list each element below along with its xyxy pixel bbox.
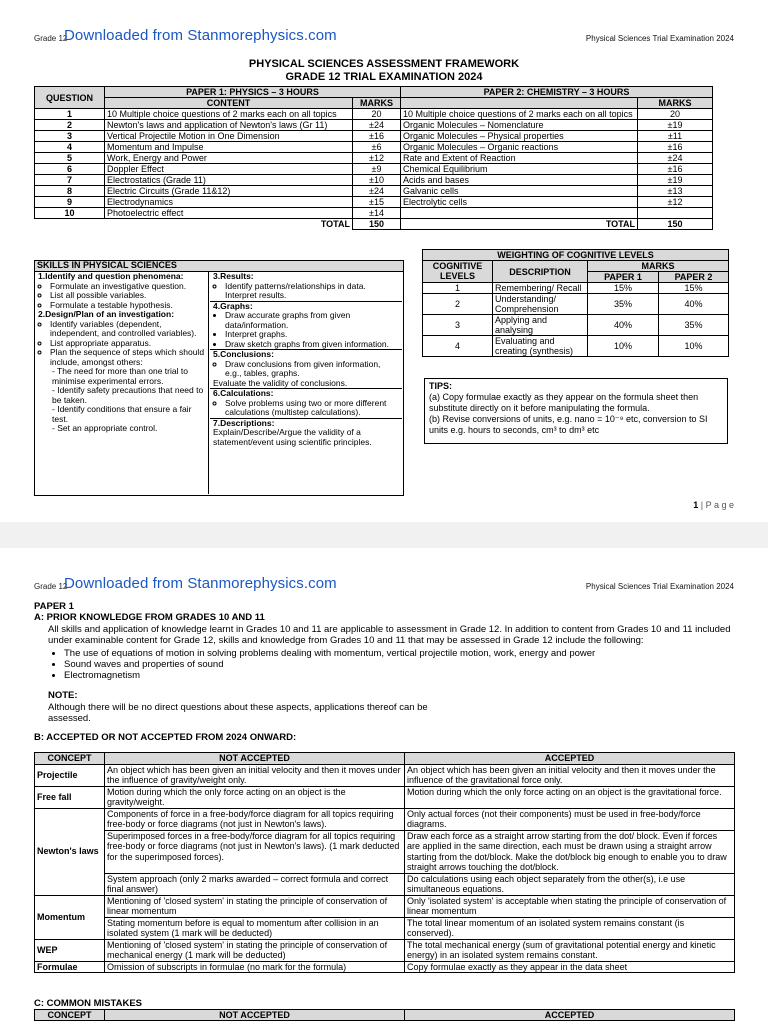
skill-5-title: 5.Conclusions: — [210, 349, 402, 360]
skills-heading: SKILLS IN PHYSICAL SCIENCES — [35, 261, 403, 272]
header-exam-title: Physical Sciences Trial Examination 2024 — [585, 34, 734, 43]
skills-box — [34, 260, 404, 496]
dash-marker: - — [52, 404, 58, 414]
header-grade: Grade 12 — [34, 34, 68, 43]
accepted-row — [35, 895, 735, 917]
skill-6-title: 6.Calculations: — [210, 388, 402, 399]
question-number: 2 — [35, 120, 105, 131]
cognitive-row — [423, 283, 729, 294]
paper2-weight: 15% — [659, 283, 729, 294]
accepted-cell: An object which has been given an initial velocity and then it moves under the influence of the gravitational force only. — [405, 764, 735, 786]
skill-subitem — [52, 386, 205, 405]
paper2-marks: ±19 — [638, 120, 713, 131]
paper2-topic: Chemical Equilibrium — [401, 164, 638, 175]
dash-marker: - — [52, 366, 58, 376]
paper1-topic: Electric Circuits (Grade 11&12) — [105, 186, 353, 197]
question-number: 4 — [35, 142, 105, 153]
paper2-marks: ±11 — [638, 131, 713, 142]
skill-1-list — [38, 282, 205, 311]
paper1-marks: ±6 — [353, 142, 401, 153]
paper2-weight: 40% — [659, 294, 729, 315]
accepted-cell: The total linear momentum of an isolated system remains constant (is conserved). — [405, 917, 735, 939]
paper2-topic: Rate and Extent of Reaction — [401, 153, 638, 164]
accepted-row — [35, 917, 735, 939]
paper2-topic: 10 Multiple choice questions of 2 marks each on all topics — [401, 109, 638, 120]
paper1-weight: 35% — [588, 294, 659, 315]
framework-title: PHYSICAL SCIENCES ASSESSMENT FRAMEWORK — [248, 58, 520, 70]
mistakes-table — [34, 1009, 735, 1021]
concept-cell: Momentum — [35, 895, 105, 939]
skill-item: • Draw accurate graphs from given data/information. — [225, 311, 399, 330]
skill-subitem — [52, 405, 205, 424]
concept-cell: Free fall — [35, 786, 105, 808]
skill-item: ◦ Identify variables (dependent, independent, and controlled variables). — [50, 320, 205, 339]
cognitive-description: Evaluating and creating (synthesis) — [493, 336, 588, 357]
note-title: NOTE: — [48, 690, 78, 701]
skill-4-title: 4.Graphs: — [210, 301, 402, 312]
section-b-heading: B: ACCEPTED OR NOT ACCEPTED FROM 2024 ONWARD: — [34, 732, 297, 743]
accepted-table — [34, 752, 735, 973]
page-number: 1 | P a g e — [693, 500, 734, 510]
question-number: 1 — [35, 109, 105, 120]
skill-item: • Interpret graphs. — [225, 330, 399, 340]
col-accepted: ACCEPTED — [405, 1010, 735, 1021]
page-2 — [0, 548, 768, 1024]
total-paper1: 150 — [353, 219, 401, 230]
paper1-topic: Momentum and Impulse — [105, 142, 353, 153]
section-a-bullets — [48, 648, 744, 681]
not-accepted-cell: An object which has been given an initial velocity and then it moves under the influence of gravity/weight only. — [105, 764, 405, 786]
paper-heading: PAPER 1 — [34, 601, 74, 612]
cognitive-table — [422, 249, 729, 357]
accepted-row — [35, 786, 735, 808]
prior-knowledge-item: • Sound waves and properties of sound — [64, 659, 744, 670]
accepted-cell: The total mechanical energy (sum of gravitational potential energy and kinetic energy) in an isolated system remains constant. — [405, 939, 735, 961]
header-grade: Grade 12 — [34, 582, 68, 591]
paper2-topic: Acids and bases — [401, 175, 638, 186]
paper1-topic: Newton's laws and application of Newton's laws (Gr 11) — [105, 120, 353, 131]
cognitive-row — [423, 315, 729, 336]
skill-subitem-text: Set an appropriate control. — [57, 423, 158, 433]
accepted-cell: Only actual forces (not their components) must be used in free-body/force diagrams. — [405, 808, 735, 830]
skill-3-title: 3.Results: — [213, 271, 254, 281]
download-watermark-link[interactable]: Downloaded from Stanmorephysics.com — [64, 575, 337, 592]
paper1-topic: Vertical Projectile Motion in One Dimension — [105, 131, 353, 142]
skill-subitem-text: The need for more than one trial to minimise experimental errors. — [52, 366, 188, 386]
framework-subtitle: GRADE 12 TRIAL EXAMINATION 2024 — [285, 71, 483, 83]
cognitive-description: Applying and analysing — [493, 315, 588, 336]
cognitive-row — [423, 294, 729, 315]
skill-2-list — [38, 320, 205, 368]
accepted-row — [35, 961, 735, 973]
paper1-topic: Doppler Effect — [105, 164, 353, 175]
paper2-topic — [401, 208, 638, 219]
paper2-topic: Galvanic cells — [401, 186, 638, 197]
paper2-topic: Organic Molecules – Nomenclature — [401, 120, 638, 131]
paper1-weight: 40% — [588, 315, 659, 336]
cognitive-level: 1 — [423, 283, 493, 294]
cognitive-level: 4 — [423, 336, 493, 357]
not-accepted-cell: Superimposed forces in a free-body/force diagram for all topics requiring free-body or force diagrams (not just in Newton's laws). (1 mark deducted for the superimposed forces). — [105, 830, 405, 873]
paper1-weight: 10% — [588, 336, 659, 357]
col-paper1: PAPER 1: PHYSICS – 3 HOURS — [105, 87, 401, 98]
dash-marker: - — [52, 385, 58, 395]
question-number: 6 — [35, 164, 105, 175]
accepted-cell: Only 'isolated system' is acceptable when stating the principle of conservation of linear momentum — [405, 895, 735, 917]
question-number: 8 — [35, 186, 105, 197]
col-marks: MARKS — [588, 261, 729, 272]
paper1-marks: ±24 — [353, 120, 401, 131]
note-text: Although there will be no direct questions about these aspects, applications thereof can be assessed. — [48, 702, 428, 724]
paper1-topic: 10 Multiple choice questions of 2 marks each on all topics — [105, 109, 353, 120]
concept-cell: Newton's laws — [35, 808, 105, 895]
question-number: 5 — [35, 153, 105, 164]
col-cognitive-levels: COGNITIVE LEVELS — [423, 261, 493, 283]
accepted-cell: Draw each force as a straight arrow starting from the dot/ block. Even if forces are applied in the same direction, each must be drawn using a straight arrow starting from the dot/block. Make the dot/block big enough to enable you to draw straight arrows touching the dot/block. — [405, 830, 735, 873]
page-header — [34, 27, 734, 46]
accepted-cell: Motion during which the only force acting on an object is the gravitational force. — [405, 786, 735, 808]
framework-row — [35, 131, 713, 142]
paper2-marks: ±12 — [638, 197, 713, 208]
col-description: DESCRIPTION — [493, 261, 588, 283]
col-accepted: ACCEPTED — [405, 753, 735, 765]
skills-left-column — [35, 272, 209, 494]
framework-row — [35, 197, 713, 208]
total-label: TOTAL — [35, 219, 353, 230]
paper1-topic: Photoelectric effect — [105, 208, 353, 219]
skill-item: ◦ Solve problems using two or more different calculations (multistep calculations). — [225, 399, 399, 418]
cognitive-description: Remembering/ Recall — [493, 283, 588, 294]
paper2-marks: ±16 — [638, 164, 713, 175]
paper2-topic: Organic Molecules – Organic reactions — [401, 142, 638, 153]
concept-cell: WEP — [35, 939, 105, 961]
skill-7-title: 7.Descriptions: — [210, 418, 402, 429]
col-content: CONTENT — [105, 98, 353, 109]
skills-right-column — [210, 272, 402, 447]
paper2-topic: Organic Molecules – Physical properties — [401, 131, 638, 142]
skill-1-title: 1.Identify and question phenomena: — [38, 271, 184, 281]
not-accepted-cell: Stating momentum before is equal to momentum after collision in an isolated system (1 mark will be deducted) — [105, 917, 405, 939]
total-label: TOTAL — [401, 219, 638, 230]
not-accepted-cell: Mentioning of 'closed system' in stating the principle of conservation of linear momentum — [105, 895, 405, 917]
skill-item: ◦ Formulate an investigative question. — [50, 282, 205, 292]
prior-knowledge-item: • Electromagnetism — [64, 670, 744, 681]
col-concept: CONCEPT — [35, 1010, 105, 1021]
col-concept: CONCEPT — [35, 753, 105, 765]
col-marks: MARKS — [638, 98, 713, 109]
dash-marker: - — [52, 423, 58, 433]
not-accepted-cell: System approach (only 2 marks awarded – correct formula and correct final answer) — [105, 873, 405, 895]
paper2-marks: ±19 — [638, 175, 713, 186]
framework-row — [35, 120, 713, 131]
skill-7-text: Explain/Describe/Argue the validity of a statement/event using scientific principles. — [213, 427, 372, 447]
skill-item: ◦ Formulate a testable hypothesis. — [50, 301, 205, 311]
skill-subitem — [52, 424, 205, 434]
not-accepted-cell: Mentioning of 'closed system' in stating the principle of conservation of mechanical energy (1 mark will be deducted) — [105, 939, 405, 961]
skill-4-list — [213, 311, 399, 349]
paper1-marks: ±15 — [353, 197, 401, 208]
skill-item: ◦ Draw conclusions from given information, e.g., tables, graphs. — [225, 360, 399, 379]
paper2-marks — [638, 208, 713, 219]
not-accepted-cell: Omission of subscripts in formulae (no mark for the formula) — [105, 961, 405, 973]
paper2-weight: 10% — [659, 336, 729, 357]
framework-row — [35, 175, 713, 186]
skill-item: • Draw sketch graphs from given information. — [225, 340, 399, 350]
paper1-topic: Electrostatics (Grade 11) — [105, 175, 353, 186]
section-a-heading: A: PRIOR KNOWLEDGE FROM GRADES 10 AND 11 — [34, 612, 265, 623]
paper1-marks: ±12 — [353, 153, 401, 164]
cognitive-level: 2 — [423, 294, 493, 315]
col-marks: MARKS — [353, 98, 401, 109]
prior-knowledge-item: • The use of equations of motion in solving problems dealing with momentum, vertical projectile motion, work, energy and power — [64, 648, 744, 659]
cognitive-heading: WEIGHTING OF COGNITIVE LEVELS — [423, 250, 729, 261]
framework-row — [35, 186, 713, 197]
skill-6-list — [213, 399, 399, 418]
skill-3-list — [213, 282, 399, 301]
framework-row — [35, 153, 713, 164]
cognitive-row — [423, 336, 729, 357]
col-paper-1: PAPER 1 — [588, 272, 659, 283]
paper2-topic: Electrolytic cells — [401, 197, 638, 208]
paper2-marks: ±24 — [638, 153, 713, 164]
question-number: 9 — [35, 197, 105, 208]
skill-item: ◦ Identify patterns/relationships in data. Interpret results. — [225, 282, 399, 301]
paper1-topic: Electrodynamics — [105, 197, 353, 208]
paper2-marks: ±13 — [638, 186, 713, 197]
paper1-marks: ±9 — [353, 164, 401, 175]
paper1-marks: ±10 — [353, 175, 401, 186]
tip-a: (a) Copy formulae exactly as they appear on the formula sheet then substitute directly on it before manipulating the formula. — [429, 392, 699, 413]
col-paper2: PAPER 2: CHEMISTRY – 3 HOURS — [401, 87, 713, 98]
col-paper-2: PAPER 2 — [659, 272, 729, 283]
concept-cell: Formulae — [35, 961, 105, 973]
accepted-cell: Copy formulae exactly as they appear in the data sheet — [405, 961, 735, 973]
total-paper2: 150 — [638, 219, 713, 230]
concept-cell: Projectile — [35, 764, 105, 786]
paper2-weight: 35% — [659, 315, 729, 336]
framework-row — [35, 142, 713, 153]
paper2-marks: ±16 — [638, 142, 713, 153]
question-number: 10 — [35, 208, 105, 219]
skill-subitem-text: Identify safety precautions that need to be taken. — [52, 385, 204, 405]
download-watermark-link[interactable]: Downloaded from Stanmorephysics.com — [64, 27, 337, 44]
tip-b: (b) Revise conversions of units, e.g. nano = 10⁻⁹ etc, conversion to SI units e.g. hours to seconds, cm³ to dm³ etc — [429, 414, 708, 435]
skill-subitem-text: Identify conditions that ensure a fair test. — [52, 404, 192, 424]
skill-2-sublist — [38, 367, 205, 434]
skill-5-list — [213, 360, 399, 379]
header-exam-title: Physical Sciences Trial Examination 2024 — [585, 582, 734, 591]
accepted-row — [35, 830, 735, 873]
col-not-accepted: NOT ACCEPTED — [105, 1010, 405, 1021]
section-a-intro: All skills and application of knowledge learnt in Grades 10 and 11 are applicable to assessment in Grade 12. In addition to content from Grades 10 and 11 included under examinable content for Grade 12, skills and knowledge from Grades 10 and 11 that may be assessed in Grade 12 include the following: — [48, 624, 731, 646]
framework-table — [34, 86, 713, 230]
paper1-marks: ±16 — [353, 131, 401, 142]
framework-row — [35, 208, 713, 219]
not-accepted-cell: Components of force in a free-body/force diagram for all topics requiring free-body or force diagrams (not just in Newton's laws). — [105, 808, 405, 830]
accepted-row — [35, 873, 735, 895]
cognitive-level: 3 — [423, 315, 493, 336]
framework-row — [35, 109, 713, 120]
col-question: QUESTION — [35, 87, 105, 109]
skill-2-title: 2.Design/Plan of an investigation: — [38, 309, 175, 319]
skill-subitem — [52, 367, 205, 386]
accepted-row — [35, 764, 735, 786]
paper1-marks: ±24 — [353, 186, 401, 197]
section-c-heading: C: COMMON MISTAKES — [34, 998, 143, 1009]
skill-item: ◦ Plan the sequence of steps which should include, amongst others: — [50, 348, 205, 367]
skill-5-extra: Evaluate the validity of conclusions. — [213, 377, 348, 388]
tips-box — [424, 378, 728, 444]
question-number: 3 — [35, 131, 105, 142]
paper1-marks: ±14 — [353, 208, 401, 219]
paper1-marks: 20 — [353, 109, 401, 120]
cognitive-description: Understanding/ Comprehension — [493, 294, 588, 315]
tips-heading: TIPS: — [429, 381, 453, 391]
accepted-row — [35, 808, 735, 830]
accepted-row — [35, 939, 735, 961]
framework-row — [35, 164, 713, 175]
not-accepted-cell: Motion during which the only force acting on an object is the gravity/weight. — [105, 786, 405, 808]
paper1-weight: 15% — [588, 283, 659, 294]
page-header — [34, 575, 734, 594]
skill-item: ◦ List all possible variables. — [50, 291, 205, 301]
paper2-marks: 20 — [638, 109, 713, 120]
skill-item: ◦ List appropriate apparatus. — [50, 339, 205, 349]
accepted-cell: Do calculations using each object separately from the other(s), i.e use simultaneous equations. — [405, 873, 735, 895]
question-number: 7 — [35, 175, 105, 186]
col-not-accepted: NOT ACCEPTED — [105, 753, 405, 765]
paper1-topic: Work, Energy and Power — [105, 153, 353, 164]
